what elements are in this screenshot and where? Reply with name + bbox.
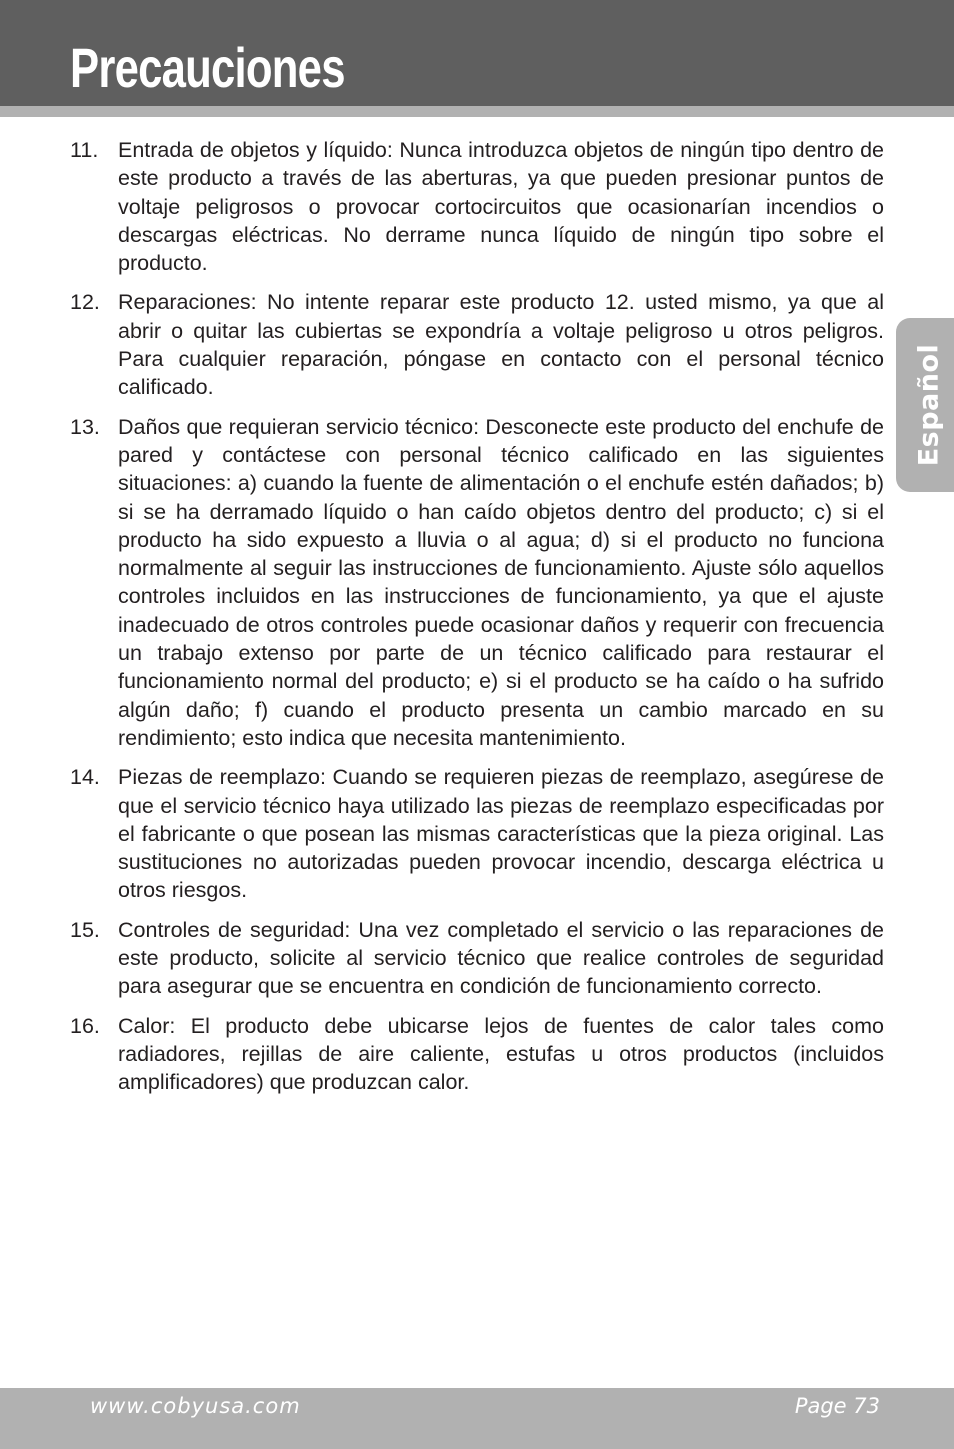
item-text: Entrada de objetos y líquido: Nunca introduzca objetos de ningún tipo dentro de este producto a través de las aberturas, ya que pueden presionar puntos de voltaje peligrosos o provocar cortocircuitos que ocasionarían incendios o descargas eléctricas. No derrame nunca líquido de ningún tipo sobre el producto. <box>118 138 884 276</box>
list-item <box>70 1012 884 1097</box>
precautions-list <box>70 136 884 1108</box>
item-text: Controles de seguridad: Una vez completado el servicio o las reparaciones de este producto, solicite al servicio técnico que realice controles de seguridad para asegurar que se encuentra en condición de funcionamiento correcto. <box>118 917 884 999</box>
page-title: Precauciones <box>70 36 345 99</box>
item-number: 13. <box>70 414 100 439</box>
language-tab <box>896 318 954 492</box>
list-item <box>70 413 884 753</box>
header-rule <box>0 106 954 117</box>
list-item <box>70 916 884 1001</box>
item-number: 12. <box>70 290 100 315</box>
list-item <box>70 136 884 277</box>
list-item <box>70 288 884 401</box>
language-tab-label: Español <box>913 343 945 467</box>
item-number: 15. <box>70 917 100 942</box>
item-text: Reparaciones: No intente reparar este producto 12. usted mismo, ya que al abrir o quitar las cubiertas se expondría a voltaje peligroso u otros peligros. Para cualquier reparación, póngase en contacto con el personal técnico calificado. <box>118 290 884 400</box>
footer-website: www.cobyusa.com <box>90 1394 301 1418</box>
item-number: 11. <box>70 138 99 162</box>
item-text: Daños que requieran servicio técnico: Desconecte este producto del enchufe de pared y contáctese con personal técnico calificado en las siguientes situaciones: a) cuando la fuente de alimentación o el enchufe estén dañados; b) si se ha derramado líquido o han caído objetos dentro del producto; c) si el producto ha sido expuesto a lluvia o al agua; d) si el producto no funciona normalmente al seguir las instrucciones de funcionamiento. Ajuste sólo aquellos controles incluidos en las instrucciones de funcionamiento, ya que el ajuste inadecuado de otros controles puede ocasionar daños y requerir con frecuencia un trabajo extenso por parte de un técnico calificado para restaurar el funcionamiento normal del producto; e) si el producto se ha caído o ha sufrido algún daño; f) cuando el producto presenta un cambio marcado en su rendimiento; esto indica que necesita mantenimiento. <box>118 414 884 750</box>
page-number: Page 73 <box>794 1394 880 1418</box>
item-text: Piezas de reemplazo: Cuando se requieren piezas de reemplazo, asegúrese de que el servicio técnico haya utilizado las piezas de reemplazo especificadas por el fabricante o que posean las mismas características que la pieza original. Las sustituciones no autorizadas pueden provocar incendio, descarga eléctrica u otros riesgos. <box>118 765 884 903</box>
item-text: Calor: El producto debe ubicarse lejos de fuentes de calor tales como radiadores, rejillas de aire caliente, estufas u otros productos (incluidos amplificadores) que produzcan calor. <box>118 1013 884 1095</box>
item-number: 16. <box>70 1013 100 1038</box>
list-item <box>70 763 884 904</box>
item-number: 14. <box>70 765 100 790</box>
